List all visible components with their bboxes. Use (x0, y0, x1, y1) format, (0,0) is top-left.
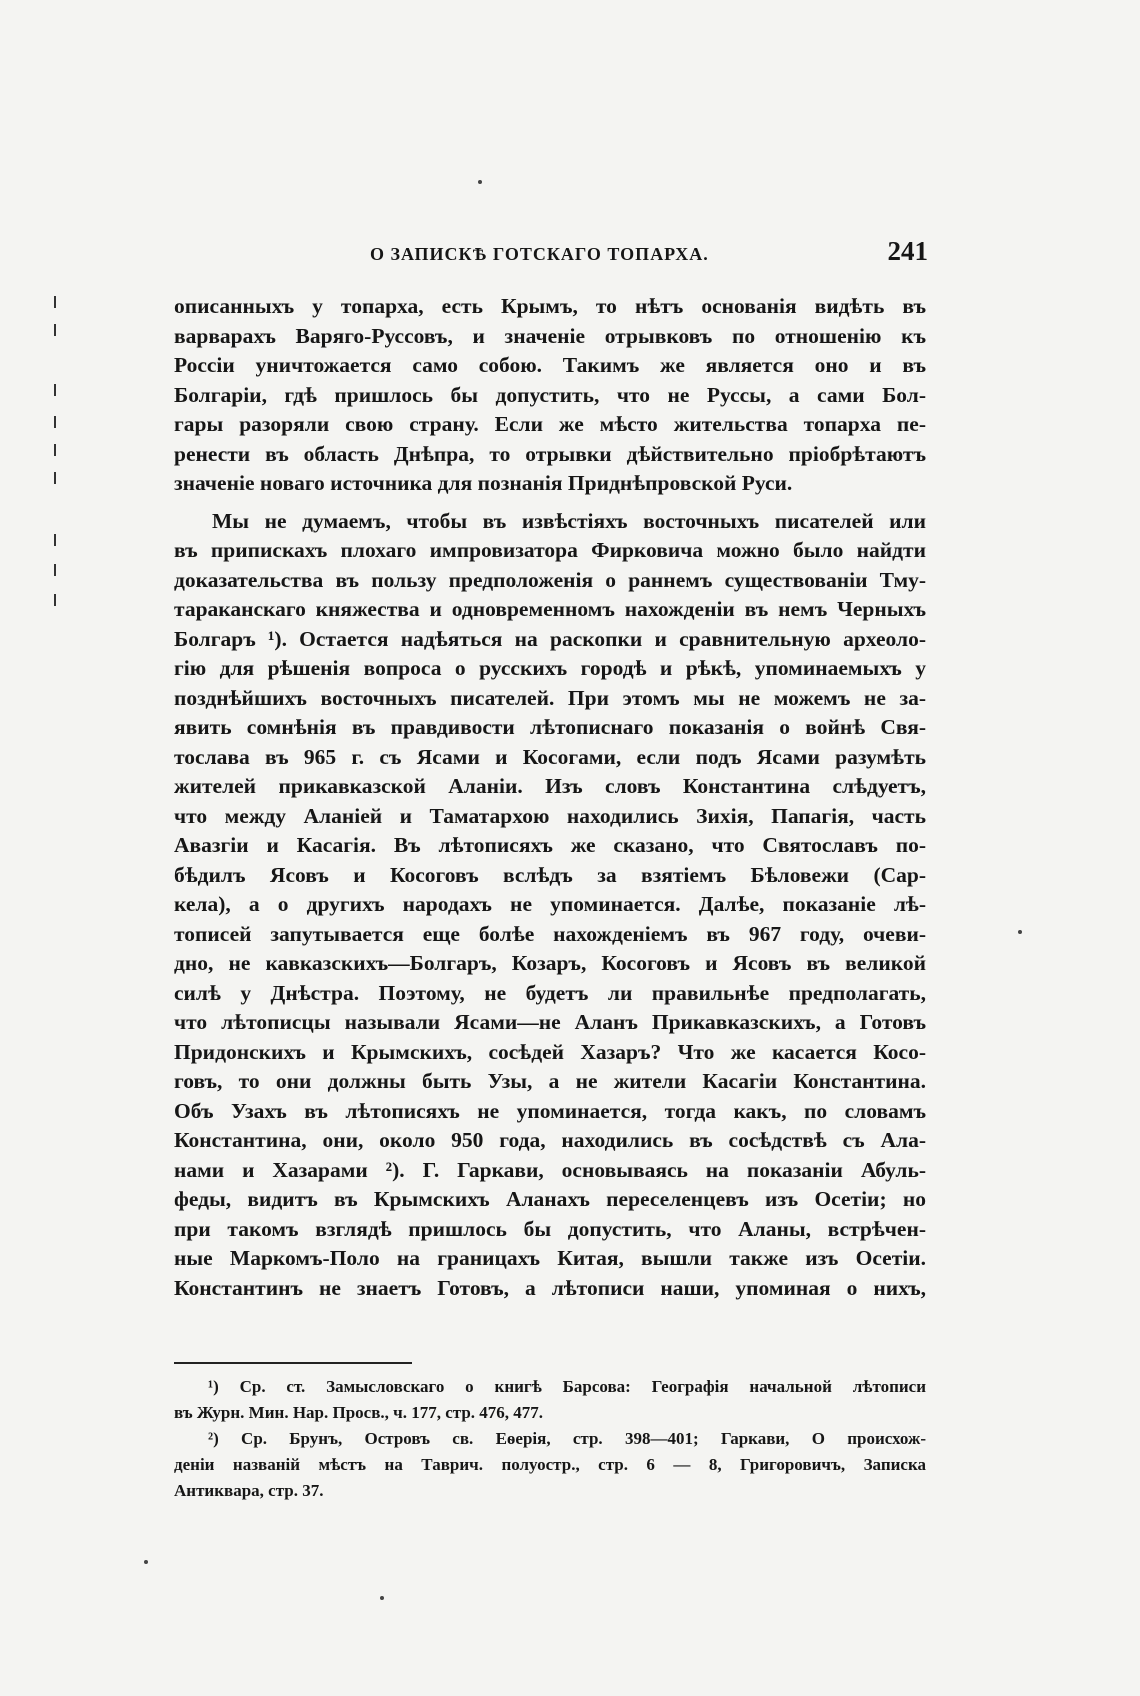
text-line: тослава въ 965 г. съ Ясами и Косогами, если подъ Ясами разумѣть (174, 744, 926, 769)
text-line: Болгаръ ¹). Остается надѣяться на раскопки и сравнительную археоло- (174, 626, 926, 651)
text-line: гары разоряли свою страну. Если же мѣсто жительства топарха пе- (174, 412, 926, 436)
text-line: описанныхъ у топарха, есть Крымъ, то нѣтъ основанія видѣть въ (174, 294, 926, 318)
text-line: Болгаріи, гдѣ пришлось бы допустить, что не Руссы, а сами Бол- (174, 382, 926, 407)
text-line: явить сомнѣнія въ правдивости лѣтописнаго показанія о войнѣ Свя- (174, 715, 926, 739)
margin-mark (54, 296, 56, 308)
scan-speck (144, 1560, 148, 1564)
text-line: что лѣтописцы называли Ясами—не Аланъ Прикавказскихъ, а Готовъ (174, 1010, 926, 1034)
footnote-line: ²) Ср. Брунъ, Островъ св. Еѳерія, стр. 398—401; Гаркави, О происхож- (208, 1429, 926, 1448)
text-line: дно, не кавказскихъ—Болгаръ, Козаръ, Косоговъ и Ясовъ въ великой (174, 951, 926, 975)
footnote-line: въ Журн. Мин. Нар. Просв., ч. 177, стр. 476, 477. (174, 1403, 544, 1422)
text-line: Константинъ не знаетъ Готовъ, а лѣтописи наши, упоминая о нихъ, (174, 1275, 926, 1300)
text-line: значеніе новаго источника для познанія Приднѣпровской Руси. (174, 471, 793, 495)
scan-speck (478, 180, 482, 184)
footnote-line: деніи названій мѣстъ на Таврич. полуостр., стр. 6 — 8, Григоровичъ, Записка (174, 1455, 926, 1474)
text-line: ные Маркомъ-Поло на границахъ Китая, вышли также изъ Осетіи. (174, 1246, 926, 1270)
body-text (174, 292, 926, 1303)
running-header (170, 236, 930, 276)
margin-mark (54, 324, 56, 336)
margin-mark (54, 444, 56, 456)
text-line: кела), а о другихъ народахъ не упоминается. Далѣе, показаніе лѣ- (174, 892, 926, 916)
margin-mark (54, 384, 56, 396)
text-line: Россіи уничтожается само собою. Такимъ же является оно и въ (174, 353, 926, 377)
text-line: говъ, то они должны быть Узы, а не жители Касагіи Константина. (174, 1069, 926, 1093)
scan-speck (380, 1596, 384, 1600)
footnote-line: ¹) Ср. ст. Замысловскаго о книгѣ Барсова: Географія начальной лѣтописи (208, 1377, 926, 1396)
text-line: варварахъ Варяго-Руссовъ, и значеніе отрывковъ по отношенію къ (174, 323, 926, 348)
margin-mark (54, 472, 56, 484)
text-line: Объ Узахъ въ лѣтописяхъ не упоминается, тогда какъ, по словамъ (174, 1098, 926, 1123)
text-line: гію для рѣшенія вопроса о русскихъ городѣ и рѣкѣ, упоминаемыхъ у (174, 656, 926, 680)
text-line: доказательства въ пользу предположенія о раннемъ существованіи Тму- (174, 567, 926, 592)
footnote-divider (174, 1362, 412, 1364)
text-line: ренести въ область Днѣпра, то отрывки дѣйствительно пріобрѣтаютъ (174, 441, 926, 466)
margin-mark (54, 534, 56, 546)
text-line: тараканскаго княжества и одновременномъ нахожденіи въ немъ Черныхъ (174, 597, 926, 621)
footnotes (174, 1374, 926, 1504)
footnote-line: Антиквара, стр. 37. (174, 1481, 324, 1500)
text-line: Мы не думаемъ, чтобы въ извѣстіяхъ восточныхъ писателей или (212, 508, 926, 533)
text-line: въ припискахъ плохаго импровизатора Фирковича можно было найдти (174, 538, 926, 562)
text-line: силѣ у Днѣстра. Поэтому, не будетъ ли правильнѣе предполагать, (174, 980, 926, 1005)
text-line: при такомъ взглядѣ пришлось бы допустить, что Аланы, встрѣчен- (174, 1216, 926, 1241)
margin-mark (54, 594, 56, 606)
text-line: позднѣйшихъ восточныхъ писателей. При этомъ мы не можемъ не за- (174, 685, 926, 710)
text-line: Придонскихъ и Крымскихъ, сосѣдей Хазаръ? Что же касается Косо- (174, 1039, 926, 1064)
text-line: феды, видитъ въ Крымскихъ Аланахъ переселенцевъ изъ Осетіи; но (174, 1187, 926, 1211)
margin-mark (54, 564, 56, 576)
text-line: что между Аланіей и Таматархою находились Зихія, Папагія, часть (174, 803, 926, 828)
margin-mark (54, 416, 56, 428)
running-title: О ЗАПИСКѢ ГОТСКАГО ТОПАРХА. (370, 244, 709, 264)
text-line: жителей прикавказской Аланіи. Изъ словъ Константина слѣдуетъ, (174, 774, 926, 798)
text-line: нами и Хазарами ²). Г. Гаркави, основываясь на показаніи Абуль- (174, 1157, 926, 1182)
text-line: тописей запутывается еще болѣе нахожденіемъ въ 967 году, очеви- (174, 921, 926, 946)
page-number: 241 (887, 236, 928, 266)
text-line: бѣдилъ Ясовъ и Косоговъ вслѣдъ за взятіемъ Бѣловежи (Сар- (174, 862, 926, 887)
scan-speck (1018, 930, 1022, 934)
margin-marks (46, 296, 66, 636)
text-line: Константина, они, около 950 года, находились въ сосѣдствѣ съ Ала- (174, 1128, 926, 1152)
paragraph-gap (174, 499, 926, 507)
text-line: Авазгіи и Касагія. Въ лѣтописяхъ же сказано, что Святославъ по- (174, 833, 926, 857)
